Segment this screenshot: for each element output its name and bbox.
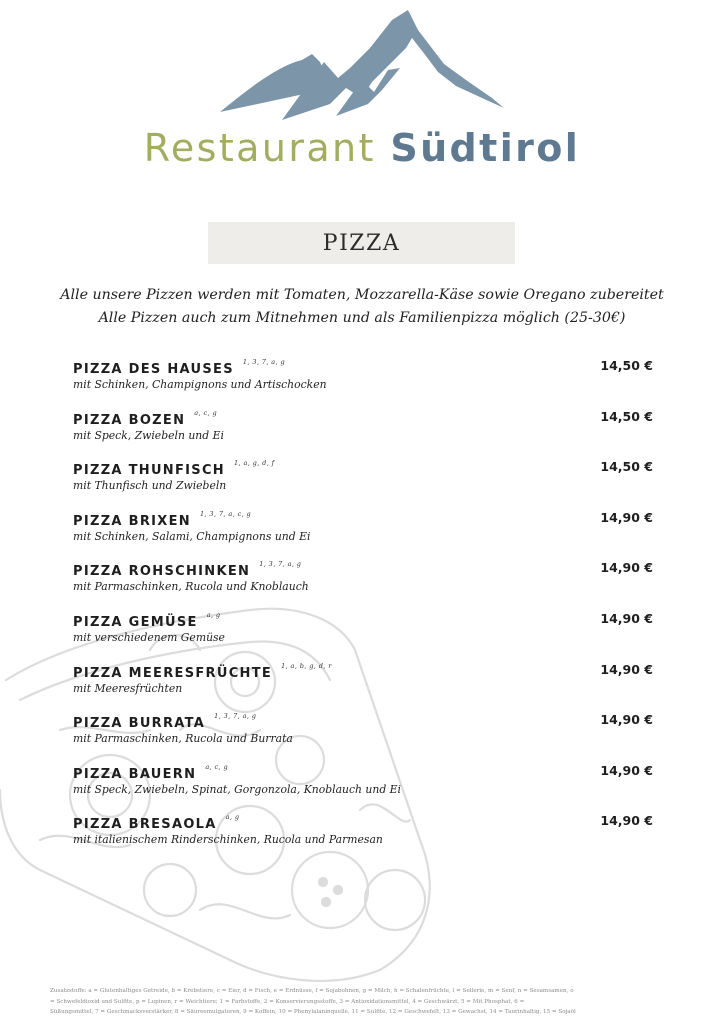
- item-description: mit italienischem Rinderschinken, Rucola und Parmesan: [73, 833, 383, 847]
- footnote-line-1: Zusatzstoffe: a = Glutenhaltiges Getreide, b = Krebstiere, c = Eier, d = Fisch, e = Erdnüsse, f = Sojabohnen, g = Milch, h = Schalenfrüchte, l = Sellerie, m = Senf, n = Sesamsamen, o: [50, 988, 574, 994]
- item-name: PIZZA BOZEN: [73, 412, 186, 428]
- menu-item: [73, 658, 653, 709]
- additives-footnote: [50, 986, 678, 1018]
- item-description: mit Schinken, Champignons und Artischocken: [73, 378, 327, 391]
- item-allergens: 1, a, b, g, d, r: [281, 661, 332, 670]
- item-name: PIZZA BAUERN: [73, 766, 197, 782]
- item-description: mit Speck, Zwiebeln und Ei: [73, 428, 224, 442]
- item-allergens: 1, a, g, d, f: [234, 459, 275, 468]
- item-name-wrap: [73, 409, 217, 428]
- item-name: PIZZA BRESAOLA: [73, 817, 217, 833]
- item-allergens: a, g: [225, 813, 240, 822]
- item-price: 14,90 €: [600, 610, 653, 626]
- item-name: PIZZA GEMÜSE: [73, 614, 198, 630]
- menu-item: [73, 809, 653, 860]
- item-name-wrap: [73, 662, 332, 681]
- item-name-wrap: [73, 459, 274, 478]
- item-name: PIZZA MEERESFRÜCHTE: [73, 665, 273, 681]
- item-name-wrap: [73, 510, 251, 529]
- item-description: mit Speck, Zwiebeln, Spinat, Gorgonzola, Knoblauch und Ei: [73, 782, 402, 796]
- menu-item: [73, 506, 653, 557]
- section-title-box: [208, 222, 515, 264]
- section-title: PIZZA: [322, 230, 401, 256]
- item-allergens: 1, 3, 7, a, g: [259, 560, 302, 569]
- item-price: 14,50 €: [600, 358, 653, 373]
- item-name: PIZZA DES HAUSES: [73, 362, 234, 377]
- item-allergens: a, c, g: [194, 408, 218, 417]
- item-price: 14,90 €: [600, 509, 653, 525]
- item-name-wrap: [73, 712, 256, 731]
- item-name: PIZZA THUNFISCH: [73, 463, 225, 479]
- item-name-wrap: [73, 611, 220, 630]
- intro-line-1: Alle unsere Pizzen werden mit Tomaten, Mozzarella-Käse sowie Oregano zubereitet: [60, 287, 664, 303]
- item-description: mit verschiedenem Gemüse: [73, 630, 225, 644]
- item-name: PIZZA ROHSCHINKEN: [73, 564, 251, 580]
- footnote-line-3: Süßungsmittel, 7 = Geschmacksverstärker, 8 = Säureemulgatoren, 9 = Koffein, 10 = Phenylalaninquelle, 11 = Sulfite, 12 = Geschwefelt, 13 = Gewachst, 14 = Taurinhaltig, 15 = Sojaöl: [50, 1009, 576, 1015]
- item-allergens: 1, 3, 7, a, c, g: [199, 509, 252, 518]
- item-allergens: 1, 3, 7, a, g: [242, 358, 286, 366]
- menu-item: [73, 455, 653, 506]
- item-allergens: a, c, g: [205, 762, 229, 771]
- item-price: 14,90 €: [600, 813, 653, 829]
- item-description: mit Parmaschinken, Rucola und Knoblauch: [73, 580, 309, 594]
- item-price: 14,90 €: [600, 712, 653, 728]
- menu-list: [73, 354, 653, 860]
- item-description: mit Thunfisch und Zwiebeln: [73, 479, 227, 493]
- section-intro: [0, 284, 724, 330]
- menu-item: [73, 759, 653, 810]
- item-name: PIZZA BURRATA: [73, 716, 206, 732]
- item-price: 14,90 €: [600, 762, 653, 778]
- item-description: mit Schinken, Salami, Champignons und Ei: [73, 529, 311, 543]
- restaurant-logo: [0, 124, 724, 172]
- item-description: mit Parmaschinken, Rucola und Burrata: [73, 732, 293, 746]
- item-name-wrap: [73, 813, 239, 832]
- item-price: 14,90 €: [600, 560, 653, 576]
- item-allergens: a, g: [206, 610, 221, 619]
- menu-item: [73, 708, 653, 759]
- item-allergens: 1, 3, 7, a, g: [214, 712, 257, 721]
- logo-word-suedtirol: Südtirol: [390, 126, 581, 170]
- logo-word-restaurant: Restaurant: [143, 126, 376, 170]
- intro-line-2: Alle Pizzen auch zum Mitnehmen und als Familienpizza möglich (25-30€): [98, 310, 626, 326]
- item-price: 14,90 €: [600, 661, 653, 677]
- item-name-wrap: [73, 560, 301, 579]
- item-name: PIZZA BRIXEN: [73, 513, 191, 529]
- mountains-icon: [212, 8, 512, 126]
- menu-item: [73, 405, 653, 456]
- menu-item: [73, 556, 653, 607]
- item-name-wrap: [73, 358, 285, 377]
- item-price: 14,50 €: [600, 459, 653, 475]
- menu-item: [73, 354, 653, 405]
- item-description: mit Meeresfrüchten: [73, 681, 183, 695]
- item-price: 14,50 €: [600, 408, 653, 424]
- item-name-wrap: [73, 763, 228, 782]
- menu-item: [73, 607, 653, 658]
- footnote-line-2: = Schwefeldioxid und Sulfite, p = Lupinen, r = Weichtiere; 1 = Farbstoffe, 2 = Konservierungsstoffe, 3 = Antioxidationsmittel, 4 = Geschwärzt, 5 = Mit Phosphat, 6 =: [50, 998, 525, 1005]
